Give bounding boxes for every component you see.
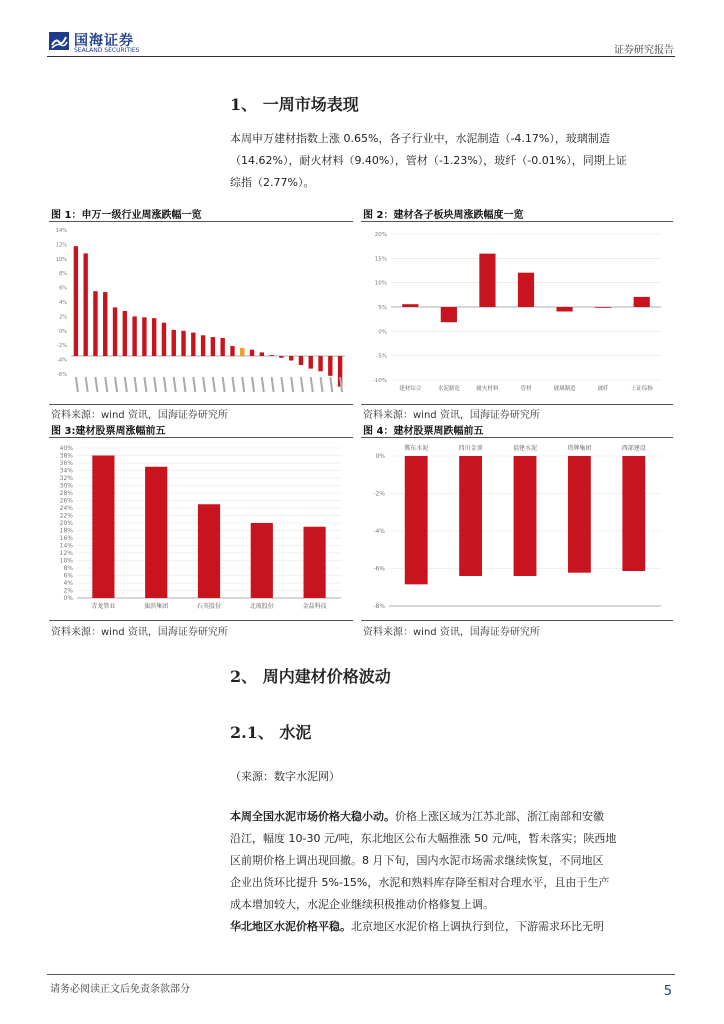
x-category-label: 上证综指 [630,386,653,392]
x-category-label-mark [105,377,107,392]
x-category-label-mark [193,377,195,392]
figure-1-title: 图 1：申万一级行业周涨跌幅一览 [51,210,202,221]
bar [634,297,650,307]
bar [441,307,457,322]
y-tick-label: 0% [63,595,73,602]
bar [191,333,195,356]
logo-english-name: SEALAND SECURITIES [74,47,140,54]
bar [309,356,313,369]
y-tick-label: -5% [376,353,387,360]
x-category-label: 建材综合 [399,386,422,392]
x-category-label: 石英股份 [196,603,222,610]
bar [172,330,176,356]
y-tick-label: 8% [63,565,73,572]
x-category-label: 青龙管业 [91,603,116,610]
bar [595,307,611,308]
y-tick-label: 15% [374,256,387,263]
y-tick-label: -2% [57,343,67,350]
bar [142,317,146,356]
bar [402,304,418,307]
y-tick-label: -6% [373,565,385,573]
paragraph-lead: 华北地区水泥价格平稳。 [230,920,351,933]
paragraph-line: 企业出货环比提升 5%-15%，水泥和熟料库存降至相对合理水平，且由于生产 [230,876,610,889]
bar [318,356,322,371]
x-category-label-mark [184,377,186,392]
paragraph-line: 本周申万建材指数上涨 0.65%，各子行业中，水泥制造（-4.17%），玻璃制造 [230,132,610,145]
paragraph-line: 综指（2.77%）。 [230,176,315,189]
x-category-label: 耐火材料 [476,386,499,392]
bar [518,273,534,307]
y-tick-label: 18% [59,527,73,535]
x-category-label: 旗滨集团 [144,603,169,610]
y-tick-label: 38% [59,452,73,460]
x-category-label: 水泥制造 [437,386,460,392]
x-category-label: 北玻股份 [249,603,274,610]
source-note: （来源：数字水泥网） [230,770,340,783]
bar [145,467,167,598]
chart-figure-4 [361,440,673,618]
figure-1-source: 资料来源：wind 资讯，国海证券研究所 [51,410,228,421]
cement-national-paragraph [230,806,680,916]
x-category-label-mark [242,377,244,392]
x-category-label-mark [291,377,293,392]
bar [240,348,244,356]
bar [83,253,87,356]
y-tick-label: 0% [59,328,67,335]
figure-3-top-rule [49,437,353,438]
bar [556,307,572,311]
paragraph-text: 北京地区水泥价格上调执行到位，下游需求环比无明 [351,920,604,933]
figure-1-bottom-rule [49,404,353,405]
footer-divider [47,974,675,975]
bar [514,456,537,576]
sealand-logo-icon [48,30,70,52]
y-tick-label: 6% [63,572,73,580]
y-tick-label: -6% [57,372,67,378]
paragraph-line [230,806,680,828]
x-category-label-mark [115,377,117,392]
y-tick-label: 4% [59,300,67,306]
x-category-label-mark [272,377,274,392]
figure-4-bottom-rule [361,620,673,621]
x-category-label-mark [252,377,254,392]
y-tick-label: -4% [57,357,67,364]
x-category-label: 管材 [520,386,532,392]
figure-1-top-rule [49,221,353,222]
bar [123,311,127,356]
y-tick-label: 14% [59,542,73,550]
x-category-label-mark [330,377,332,392]
figure-4-top-rule [361,437,673,438]
bar [289,356,293,361]
figure-2-title: 图 2：建材各子板块周涨跌幅度一览 [363,210,524,221]
y-tick-label: 30% [59,482,73,490]
chart-figure-1 [49,224,353,402]
report-type-label: 证券研究报告 [614,45,674,56]
bar [211,337,215,356]
bar [132,316,136,356]
footer-disclaimer: 请务必阅读正文后免责条款部分 [50,984,190,995]
section-2-title: 2、 周内建材价格波动 [230,667,391,686]
y-tick-label: 2% [59,314,67,321]
cement-north-china-paragraph [230,916,680,938]
y-tick-label: 10% [55,256,67,263]
y-tick-label: -8% [373,603,385,610]
x-category-label-mark [321,377,323,392]
bar [299,356,303,365]
y-tick-label: 28% [59,490,73,497]
bar [304,527,326,598]
header-divider [47,56,675,57]
y-tick-label: 14% [55,228,67,234]
figure-2-top-rule [361,221,673,222]
paragraph-line: 成本增加较大，水泥企业继续积极推动价格修复上调。 [230,898,494,911]
x-category-label-mark [76,377,78,392]
x-category-label-mark [232,377,234,392]
x-category-label-mark [164,377,166,392]
chart-figure-2 [361,224,673,402]
y-tick-label: 32% [59,475,73,482]
x-category-label-mark [154,377,156,392]
x-category-label: 玻纤 [597,386,609,392]
bar [479,254,495,307]
bar [198,504,220,598]
bar [622,456,645,571]
y-tick-label: 20% [59,520,73,527]
paragraph-lead: 本周全国水泥市场价格大稳小动。 [230,810,395,823]
figure-3-title: 图 3:建材股票周涨幅前五 [51,426,166,437]
x-category-label-mark [174,377,176,392]
y-tick-label: 16% [59,535,73,542]
x-category-label-mark [281,377,283,392]
x-category-label-mark [203,377,205,392]
y-tick-label: 5% [378,305,387,311]
x-category-label-mark [311,377,313,392]
x-category-label-mark [95,377,97,392]
y-tick-label: 12% [55,242,67,249]
x-category-label-mark [135,377,137,392]
x-category-label-mark [144,377,146,392]
figure-2-bottom-rule [361,404,673,405]
y-tick-label: -4% [373,528,385,535]
figure-3-bottom-rule [49,620,353,621]
figure-4-source: 资料来源：wind 资讯，国海证券研究所 [363,627,540,638]
bar [405,456,428,584]
figure-4-title: 图 4：建材股票周跌幅前五 [363,426,484,437]
y-tick-label: 0% [378,329,387,336]
bar [230,346,234,356]
bar [113,307,117,356]
paragraph-line: 沿江，幅度 10-30 元/吨，东北地区公布大幅推涨 50 元/吨，暂未落实；陕西地 [230,832,617,845]
bar [103,292,107,356]
x-category-label: 金晶科技 [302,603,327,610]
x-category-label-mark [223,377,225,392]
x-category-label-mark [125,377,127,392]
bar [269,355,273,356]
y-tick-label: 10% [59,557,73,565]
y-tick-label: 12% [59,550,73,557]
section-1-title: 1、 一周市场表现 [230,95,359,114]
y-tick-label: 40% [59,445,73,452]
y-tick-label: 8% [59,271,67,278]
bar [152,318,156,356]
paragraph-text: 价格上涨区域为江苏北部、浙江南部和安徽 [395,810,604,823]
x-category-label-mark [213,377,215,392]
x-category-label: 塔牌集团 [567,445,592,452]
y-tick-label: 0% [375,453,385,460]
x-category-label-mark [262,377,264,392]
paragraph-line: 区前期价格上调出现回撤。8 月下旬，国内水泥市场需求继续恢复，不同地区 [230,854,604,867]
y-tick-label: 6% [59,285,67,292]
page-number: 5 [663,984,672,999]
bar [260,352,264,356]
bar [201,335,205,356]
bar [568,456,591,573]
y-tick-label: 4% [63,580,73,587]
bar [328,356,332,376]
figure-2-source: 资料来源：wind 资讯，国海证券研究所 [363,410,540,421]
x-category-label-mark [86,377,88,392]
y-tick-label: 34% [59,467,73,475]
figure-3-source: 资料来源：wind 资讯，国海证券研究所 [51,627,228,638]
bar [74,246,78,356]
logo-chinese-name: 国海证券 [74,33,134,49]
section-2-1-title: 2.1、 水泥 [230,723,312,742]
bar [162,323,166,356]
x-category-label-mark [301,377,303,392]
y-tick-label: 20% [374,232,387,238]
x-category-label: 玻璃制造 [553,386,576,392]
y-tick-label: -10% [372,378,387,384]
y-tick-label: 36% [59,460,73,467]
x-category-label: 福建水泥 [512,445,538,452]
bar [181,331,185,356]
bar [459,456,482,576]
y-tick-label: 22% [59,512,73,520]
bar [251,523,273,598]
x-category-label: 冀东水泥 [404,445,429,452]
y-tick-label: 26% [59,497,73,505]
y-tick-label: -2% [373,490,385,498]
y-tick-label: 24% [59,505,73,512]
paragraph-line: （14.62%），耐火材料（9.40%），管材（-1.23%），玻纤（-0.01%），同期上证 [230,154,627,167]
y-tick-label: 10% [374,280,387,287]
bar [220,338,224,356]
bar [279,356,283,358]
y-tick-label: 2% [63,587,73,595]
bar [93,291,97,356]
x-category-label: 四川金顶 [458,445,483,452]
chart-figure-3 [49,440,353,618]
section-1-paragraph [230,128,680,194]
x-category-label: 西部建设 [621,445,646,452]
bar [250,350,254,356]
bar [92,456,114,599]
